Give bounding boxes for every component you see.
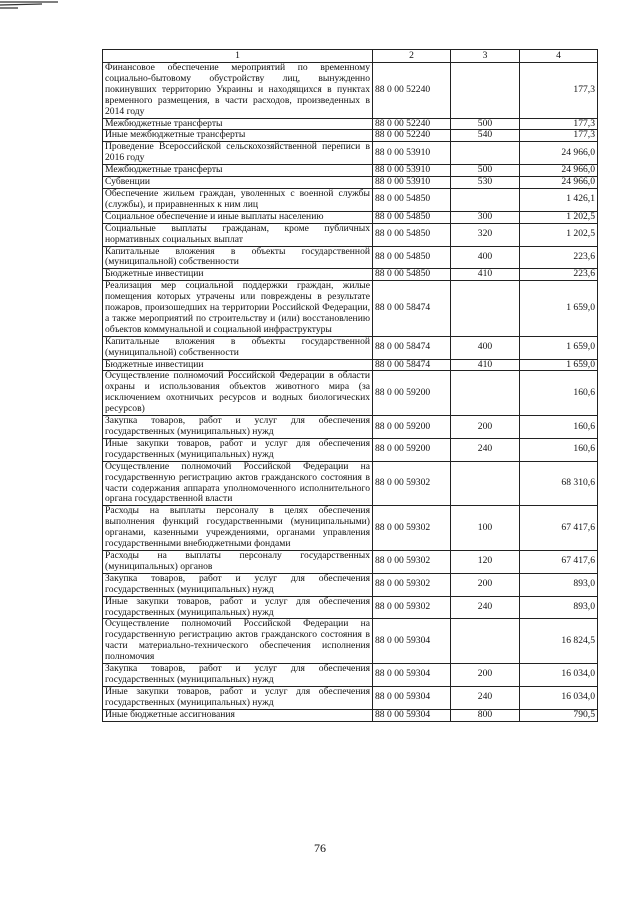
- expense-name-cell: Осуществление полномочий Российской Федерации на государственную регистрацию актов гражданского состояния в части материально-технического обеспечения исполнения полномочия: [103, 619, 373, 664]
- expense-type-cell: [451, 188, 520, 211]
- table-row: [103, 619, 598, 664]
- target-article-code-cell: 88 0 00 59200: [373, 438, 451, 461]
- target-article-code-cell: 88 0 00 59304: [373, 686, 451, 709]
- expense-type-cell: 200: [451, 573, 520, 596]
- amount-cell: 160,6: [520, 416, 598, 439]
- expense-type-cell: 800: [451, 709, 520, 721]
- amount-cell: 24 966,0: [520, 177, 598, 189]
- table-row: [103, 686, 598, 709]
- expense-type-cell: [451, 281, 520, 337]
- expense-name-cell: Проведение Всероссийской сельскохозяйственной переписи в 2016 году: [103, 142, 373, 165]
- expense-name-cell: Осуществление полномочий Российской Федерации в области охраны и использования объектов животного мира (за исключением охотничьих ресурсов и водных биологических ресурсов): [103, 371, 373, 416]
- expense-name-cell: Финансовое обеспечение мероприятий по временному социально-бытовому обустройству лиц, вынужденно покинувших территорию Украины и находящихся в пунктах временного размещения, в части расходов, произведенных в 2014 году: [103, 63, 373, 119]
- expense-name-cell: Капитальные вложения в объекты государственной (муниципальной) собственности: [103, 246, 373, 269]
- table-row: [103, 438, 598, 461]
- expense-name-cell: Закупка товаров, работ и услуг для обеспечения государственных (муниципальных) нужд: [103, 573, 373, 596]
- expense-type-cell: [451, 371, 520, 416]
- amount-cell: 68 310,6: [520, 461, 598, 506]
- expense-name-cell: Социальное обеспечение и иные выплаты населению: [103, 211, 373, 223]
- amount-cell: 1 659,0: [520, 281, 598, 337]
- table-row: [103, 550, 598, 573]
- budget-table: [102, 49, 598, 722]
- expense-type-cell: 240: [451, 686, 520, 709]
- expense-type-cell: 500: [451, 165, 520, 177]
- table-row: [103, 336, 598, 359]
- table-row: [103, 269, 598, 281]
- amount-cell: 177,3: [520, 63, 598, 119]
- expense-type-cell: 200: [451, 416, 520, 439]
- expense-name-cell: Межбюджетные трансферты: [103, 165, 373, 177]
- expense-name-cell: Закупка товаров, работ и услуг для обеспечения государственных (муниципальных) нужд: [103, 416, 373, 439]
- amount-cell: 16 034,0: [520, 664, 598, 687]
- target-article-code-cell: 88 0 00 53910: [373, 165, 451, 177]
- header-row: [103, 50, 598, 63]
- target-article-code-cell: 88 0 00 52240: [373, 63, 451, 119]
- table-row: [103, 142, 598, 165]
- expense-type-cell: 200: [451, 664, 520, 687]
- table-row: [103, 118, 598, 130]
- table-row: [103, 211, 598, 223]
- amount-cell: 893,0: [520, 596, 598, 619]
- expense-type-cell: [451, 63, 520, 119]
- column-header: 3: [451, 50, 520, 63]
- amount-cell: 893,0: [520, 573, 598, 596]
- expense-name-cell: Субвенции: [103, 177, 373, 189]
- target-article-code-cell: 88 0 00 52240: [373, 130, 451, 142]
- target-article-code-cell: 88 0 00 59302: [373, 596, 451, 619]
- table-row: [103, 596, 598, 619]
- column-header: 4: [520, 50, 598, 63]
- amount-cell: 24 966,0: [520, 142, 598, 165]
- amount-cell: 177,3: [520, 118, 598, 130]
- expense-type-cell: 120: [451, 550, 520, 573]
- column-header: 1: [103, 50, 373, 63]
- table-row: [103, 461, 598, 506]
- amount-cell: 1 659,0: [520, 359, 598, 371]
- target-article-code-cell: 88 0 00 59302: [373, 550, 451, 573]
- expense-name-cell: Иные закупки товаров, работ и услуг для обеспечения государственных (муниципальных) нужд: [103, 438, 373, 461]
- expense-type-cell: 240: [451, 438, 520, 461]
- expense-name-cell: Иные закупки товаров, работ и услуг для обеспечения государственных (муниципальных) нужд: [103, 686, 373, 709]
- expense-type-cell: 400: [451, 336, 520, 359]
- amount-cell: 16 824,5: [520, 619, 598, 664]
- amount-cell: 160,6: [520, 438, 598, 461]
- expense-name-cell: Реализация мер социальной поддержки граждан, жилые помещения которых утрачены или повреждены в результате пожаров, произошедших на территории Российской Федерации, а также мероприятий по строительству и (или) восстановлению объектов коммунальной и социальной инфраструктуры: [103, 281, 373, 337]
- expense-type-cell: [451, 142, 520, 165]
- expense-type-cell: 400: [451, 246, 520, 269]
- table-row: [103, 165, 598, 177]
- column-header: 2: [373, 50, 451, 63]
- amount-cell: 223,6: [520, 269, 598, 281]
- target-article-code-cell: 88 0 00 54850: [373, 223, 451, 246]
- amount-cell: 223,6: [520, 246, 598, 269]
- expense-name-cell: Бюджетные инвестиции: [103, 269, 373, 281]
- amount-cell: 1 202,5: [520, 223, 598, 246]
- table-row: [103, 709, 598, 721]
- table-row: [103, 177, 598, 189]
- expense-name-cell: Закупка товаров, работ и услуг для обеспечения государственных (муниципальных) нужд: [103, 664, 373, 687]
- table-row: [103, 371, 598, 416]
- target-article-code-cell: 88 0 00 58474: [373, 359, 451, 371]
- expense-name-cell: Бюджетные инвестиции: [103, 359, 373, 371]
- amount-cell: 1 659,0: [520, 336, 598, 359]
- expense-name-cell: Иные бюджетные ассигнования: [103, 709, 373, 721]
- expense-type-cell: 530: [451, 177, 520, 189]
- expense-type-cell: 300: [451, 211, 520, 223]
- target-article-code-cell: 88 0 00 59304: [373, 709, 451, 721]
- table-row: [103, 573, 598, 596]
- table-row: [103, 506, 598, 551]
- table-row: [103, 281, 598, 337]
- expense-name-cell: Расходы на выплаты персоналу в целях обеспечения выполнения функций государственными (муниципальными) органами, казенными учреждениями, органами управления государственными внебюджетными фондами: [103, 506, 373, 551]
- expense-name-cell: Расходы на выплаты персоналу государственных (муниципальных) органов: [103, 550, 373, 573]
- expense-type-cell: 320: [451, 223, 520, 246]
- expense-type-cell: [451, 461, 520, 506]
- table-row: [103, 246, 598, 269]
- scan-corner-mark: [0, 0, 60, 16]
- amount-cell: 790,5: [520, 709, 598, 721]
- target-article-code-cell: 88 0 00 52240: [373, 118, 451, 130]
- target-article-code-cell: 88 0 00 59304: [373, 664, 451, 687]
- target-article-code-cell: 88 0 00 58474: [373, 336, 451, 359]
- amount-cell: 160,6: [520, 371, 598, 416]
- amount-cell: 177,3: [520, 130, 598, 142]
- target-article-code-cell: 88 0 00 54850: [373, 246, 451, 269]
- target-article-code-cell: 88 0 00 59302: [373, 461, 451, 506]
- expense-type-cell: 500: [451, 118, 520, 130]
- target-article-code-cell: 88 0 00 59302: [373, 506, 451, 551]
- amount-cell: 67 417,6: [520, 550, 598, 573]
- table-row: [103, 359, 598, 371]
- amount-cell: 67 417,6: [520, 506, 598, 551]
- target-article-code-cell: 88 0 00 54850: [373, 211, 451, 223]
- target-article-code-cell: 88 0 00 53910: [373, 142, 451, 165]
- table-row: [103, 63, 598, 119]
- amount-cell: 16 034,0: [520, 686, 598, 709]
- target-article-code-cell: 88 0 00 54850: [373, 188, 451, 211]
- target-article-code-cell: 88 0 00 58474: [373, 281, 451, 337]
- expense-type-cell: [451, 619, 520, 664]
- page-number: 76: [314, 841, 326, 855]
- expense-name-cell: Социальные выплаты гражданам, кроме публичных нормативных социальных выплат: [103, 223, 373, 246]
- table-row: [103, 130, 598, 142]
- table-row: [103, 664, 598, 687]
- expense-type-cell: 410: [451, 269, 520, 281]
- table-row: [103, 188, 598, 211]
- table-row: [103, 416, 598, 439]
- expense-name-cell: Иные закупки товаров, работ и услуг для обеспечения государственных (муниципальных) нужд: [103, 596, 373, 619]
- expense-type-cell: 240: [451, 596, 520, 619]
- target-article-code-cell: 88 0 00 59302: [373, 573, 451, 596]
- target-article-code-cell: 88 0 00 54850: [373, 269, 451, 281]
- target-article-code-cell: 88 0 00 59304: [373, 619, 451, 664]
- expense-name-cell: Иные межбюджетные трансферты: [103, 130, 373, 142]
- expense-type-cell: 540: [451, 130, 520, 142]
- target-article-code-cell: 88 0 00 59200: [373, 416, 451, 439]
- expense-name-cell: Обеспечение жильем граждан, уволенных с военной службы (службы), и приравненных к ним лиц: [103, 188, 373, 211]
- expense-name-cell: Осуществление полномочий Российской Федерации на государственную регистрацию актов гражданского состояния в части содержания аппарата уполномоченного исполнительного органа государственной власти: [103, 461, 373, 506]
- expense-name-cell: Межбюджетные трансферты: [103, 118, 373, 130]
- amount-cell: 24 966,0: [520, 165, 598, 177]
- expense-name-cell: Капитальные вложения в объекты государственной (муниципальной) собственности: [103, 336, 373, 359]
- table-row: [103, 223, 598, 246]
- target-article-code-cell: 88 0 00 59200: [373, 371, 451, 416]
- target-article-code-cell: 88 0 00 53910: [373, 177, 451, 189]
- expense-type-cell: 410: [451, 359, 520, 371]
- expense-type-cell: 100: [451, 506, 520, 551]
- amount-cell: 1 202,5: [520, 211, 598, 223]
- amount-cell: 1 426,1: [520, 188, 598, 211]
